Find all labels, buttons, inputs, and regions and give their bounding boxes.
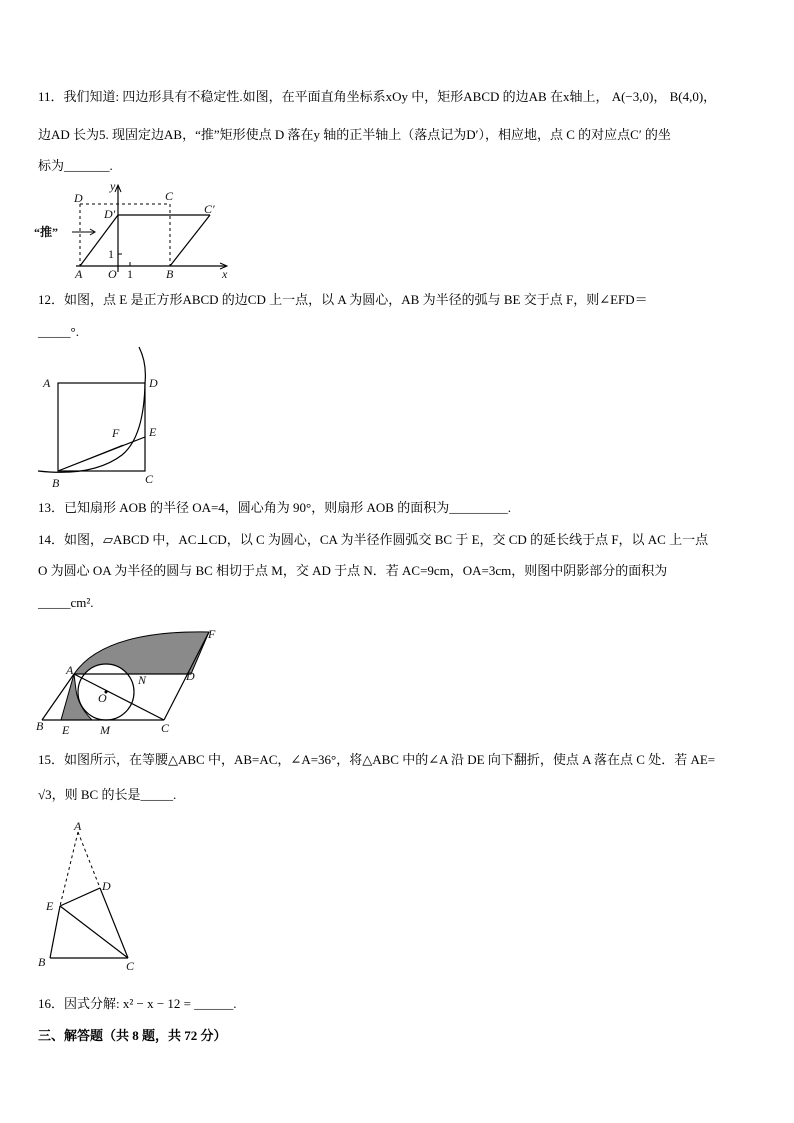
q15-label-E: E	[46, 899, 54, 913]
q11-figure	[34, 179, 238, 285]
q15-line-2: √3，则 BC 的长是_____.	[38, 787, 177, 802]
q12-label-D: D	[149, 376, 158, 390]
q11-label-y: y	[110, 179, 116, 193]
q11-label-x: x	[222, 267, 228, 281]
q14-label-B: B	[36, 719, 44, 733]
q11-label-B: B	[166, 267, 174, 281]
q15-label-C: C	[126, 959, 135, 973]
q12-line-2: _____°.	[38, 324, 79, 339]
q11-label-C-prime: C′	[204, 202, 215, 216]
q11-label-C: C	[165, 189, 174, 203]
q12-label-F: F	[112, 426, 120, 440]
q14-label-F: F	[208, 627, 216, 641]
q14-label-N: N	[138, 673, 147, 687]
q12-label-B: B	[52, 476, 60, 490]
q15-figure	[38, 818, 148, 978]
q13-line-1: 13．已知扇形 AOB 的半径 OA=4，圆心角为 90°，则扇形 AOB 的面积为_________.	[38, 500, 511, 515]
q14-label-M: M	[100, 723, 110, 737]
q15-label-D: D	[102, 879, 111, 893]
q11-label-D: D	[74, 191, 83, 205]
q11-label-D-prime: D′	[104, 207, 116, 221]
q11-line-2: 边AD 长为5. 现固定边AB，“推”矩形使点 D 落在y 轴的正半轴上（落点记为D′），相应地，点 C 的对应点C′ 的坐	[38, 127, 671, 142]
q14-label-A: A	[66, 663, 74, 677]
q14-line-3: _____cm².	[38, 595, 94, 610]
q12-label-E: E	[149, 425, 157, 439]
q12-figure	[38, 345, 178, 495]
q16-line-1: 16．因式分解: x² − x − 12 = ______.	[38, 996, 237, 1011]
q11-label-O: O	[108, 267, 117, 281]
q15-line-1: 15．如图所示，在等腰△ABC 中，AB=AC，∠A=36°，将△ABC 中的∠A 沿 DE 向下翻折，使点 A 落在点 C 处．若 AE=	[38, 752, 716, 767]
q14-label-D: D	[186, 669, 195, 683]
q14-figure	[34, 626, 224, 746]
q14-line-2: O 为圆心 OA 为半径的圆与 BC 相切于点 M，交 AD 于点 N．若 AC=9cm，OA=3cm，则图中阴影部分的面积为	[38, 563, 668, 578]
q15-label-B: B	[38, 955, 46, 969]
q14-label-C: C	[161, 721, 170, 735]
q15-label-A: A	[74, 819, 82, 833]
q11-label-A: A	[75, 267, 83, 281]
q14-label-E: E	[62, 723, 70, 737]
q11-push-label: “推”	[34, 225, 59, 239]
q12-line-1: 12．如图，点 E 是正方形ABCD 的边CD 上一点，以 A 为圆心，AB 为半径的弧与 BE 交于点 F，则∠EFD＝	[38, 292, 648, 307]
section-3-heading: 三、解答题（共 8 题，共 72 分）	[38, 1028, 227, 1043]
q11-line-1: 11．我们知道: 四边形具有不稳定性.如图，在平面直角坐标系xOy 中，矩形ABCD 的边AB 在x轴上， A(−3,0)， B(4,0)，	[38, 89, 717, 104]
q14-line-1: 14．如图，▱ABCD 中，AC⊥CD，以 C 为圆心，CA 为半径作圆弧交 BC 于 E，交 CD 的延长线于点 F，以 AC 上一点	[38, 532, 709, 547]
q12-label-A: A	[43, 376, 51, 390]
q11-tick-1-y: 1	[108, 247, 114, 261]
q11-tick-1-x: 1	[127, 267, 133, 281]
q11-line-3: 标为_______.	[38, 158, 113, 173]
q14-label-O: O	[98, 691, 107, 705]
q12-label-C: C	[145, 472, 154, 486]
